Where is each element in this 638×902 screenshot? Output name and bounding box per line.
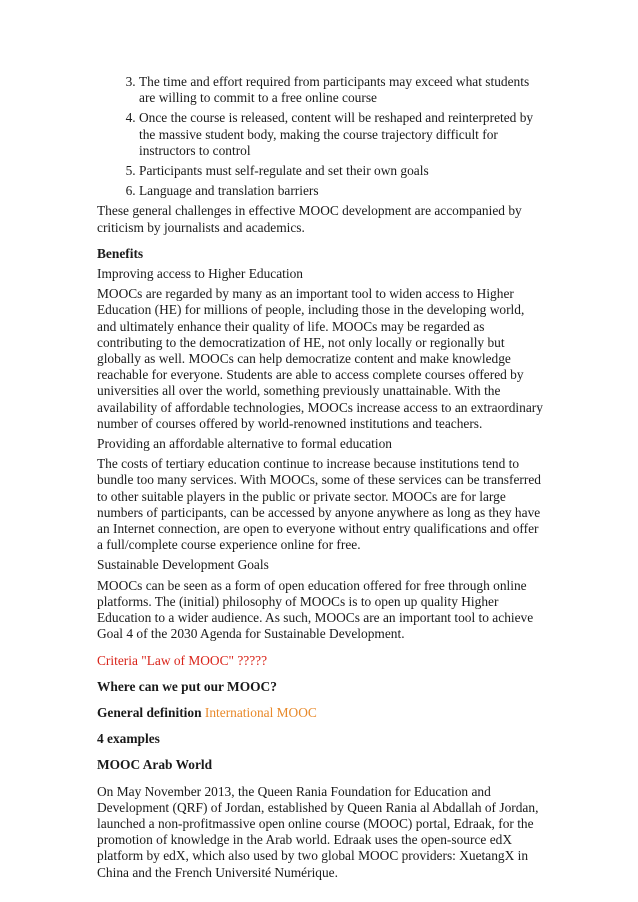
general-definition-line (97, 705, 543, 721)
benefits-heading: Benefits (97, 245, 144, 261)
challenges-list (97, 74, 543, 199)
improving-access-heading: Improving access to Higher Education (97, 266, 304, 282)
where-heading: Where can we put our MOOC? (97, 678, 277, 694)
affordable-heading: Providing an affordable alternative to formal education (97, 436, 392, 452)
examples-heading: 4 examples (97, 731, 160, 747)
list-item: 6. Language and translation barriers (139, 183, 543, 199)
affordable-paragraph: The costs of tertiary education continue to increase because institutions tend to bundle too many services. With MOOCs, some of these services can be transferred to other suitable players in the public or private sector. MOOCs are for large numbers of participants, can be accessed by anyone anywhere as long as they have an Internet connection, are open to everyone without entry qualifications and offer a full/complete course experience online for free. (97, 456, 541, 553)
improving-access-paragraph: MOOCs are regarded by many as an important tool to widen access to Higher Education (HE) for millions of people, including those in the developing world, and ultimately enhance their quality of life. MOOCs may be regarded as contributing to the democratization of HE, not only locally or regionally but globally as well. MOOCs can help democratize content and make knowledge reachable for everyone. Students are able to access complete courses offered by universities all over the world, something previously unattainable. With the availability of affordable technologies, MOOCs increase access to an extraordinary number of courses offered by world-renowned institutions and teachers. (97, 286, 543, 431)
challenges-paragraph: These general challenges in effective MOOC development are accompanied by criticism by journalists and academics. (97, 203, 522, 235)
list-item: 3. The time and effort required from participants may exceed what students are willing to commit to a free online course (139, 74, 543, 106)
international-mooc-link[interactable]: International MOOC (204, 704, 317, 720)
general-definition-label: General definition (97, 704, 202, 720)
arab-world-heading: MOOC Arab World (97, 757, 213, 773)
page-content (97, 74, 543, 881)
list-item: 4. Once the course is released, content will be reshaped and reinterpreted by the massive student body, making the course trajectory difficult for instructors to control (139, 110, 543, 159)
sdg-heading: Sustainable Development Goals (97, 557, 269, 573)
arab-world-paragraph: On May November 2013, the Queen Rania Foundation for Education and Development (QRF) of Jordan, established by Queen Rania al Abdallah of Jordan, launched a non-profitmassive open online course (MOOC) portal, Edraak, for the promotion of knowledge in the Arab world. Edraak uses the open-source edX platform by edX, which also used by two global MOOC providers: XuetangX in China and the French Université Numérique. (97, 783, 539, 880)
list-item: 5. Participants must self-regulate and set their own goals (139, 163, 543, 179)
criteria-line: Criteria "Law of MOOC" ????? (97, 652, 268, 668)
sdg-paragraph: MOOCs can be seen as a form of open education offered for free through online platforms. The (initial) philosophy of MOOCs is to open up quality Higher Education to a wider audience. As such, MOOCs are an important tool to achieve Goal 4 of the 2030 Agenda for Sustainable Development. (97, 577, 534, 642)
